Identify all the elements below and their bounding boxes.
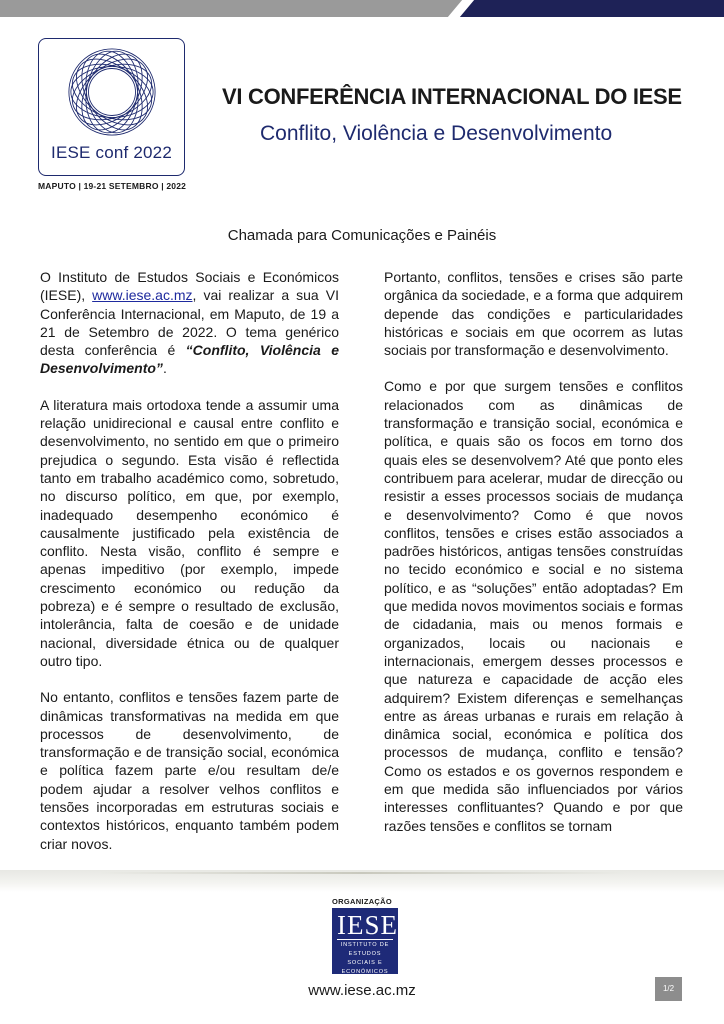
- body-column-right: [384, 268, 683, 853]
- conference-subtitle: Conflito, Violência e Desenvolvimento: [260, 122, 613, 145]
- conference-title: VI CONFERÊNCIA INTERNACIONAL DO IESE: [222, 84, 682, 109]
- paragraph-intro-text-a: O Instituto de Estudos Sociais e Económicos (IESE),: [40, 269, 339, 304]
- top-decorative-band-gray: [0, 0, 470, 17]
- iese-website-link[interactable]: www.iese.ac.mz: [92, 287, 193, 304]
- paragraph-literature: A literatura mais ortodoxa tende a assumir uma relação unidirecional e causal entre conflito e desenvolvimento, no sentido em que o primeiro prejudica o segundo. Esta visão é reflectida tanto em trabalho académico como, sobretudo, no discurso político, em que, por exemplo, inadequado desempenho económico é causalmente justificado pela existência de conflito. Nesta visão, conflito é sempre e apenas impeditivo (por exemplo, impede crescimento económico ou redução da pobreza) e é sempre o resultado de exclusão, intolerância, falta de coesão e de unidade nacional, diversidade étnica ou de qualquer outro tipo.: [40, 396, 339, 669]
- body-column-left: [40, 268, 339, 871]
- page-number-badge: 1/2: [655, 977, 682, 1001]
- call-for-papers-title: Chamada para Comunicações e Painéis: [227, 227, 497, 244]
- paragraph-questions: Como e por que surgem tensões e conflitos relacionados com as dinâmicas de transformação e transição social, económica e política, e quais são os focos em torno dos quais eles se desenvolvem? Até que ponto eles contribuem para acelerar, mudar de direcção ou resistir a esses processos sociais de mudança e desenvolvimento? Como é que novos conflitos, tensões e crises estão associados a padrões históricos, antigas tensões construídas no tecido económico e social e no sistema político, e as “soluções” então adoptadas? Em que medida novos movimentos sociais e formas de cidadania, mais ou menos formais e organizados, locais ou nacionais e internacionais, emergem desses processos e que natureza e capacidade de acção eles adquirem? Existem diferenças e semelhanças entre as áreas urbanas e rurais em relação à dinâmica social, económica e política dos processos de mudança, conflito e tensão? Como os estados e os governos respondem e em que medida são influenciados por vários interesses conflituantes? Quando e por que razões tensões e conflitos se tornam: [384, 378, 683, 834]
- paragraph-intro: [40, 268, 339, 378]
- iese-logo-line-1: INSTITUTO DE: [340, 942, 390, 948]
- paragraph-intro-text-b: , vai realizar a sua VI Conferência Internacional, em Maputo, de 19 a 21 de Setembro de 2022. O tema genérico desta conferência é: [40, 287, 339, 359]
- conference-ring-emblem-icon: [63, 45, 161, 139]
- top-decorative-band-navy: [454, 0, 724, 17]
- conference-logo-text: IESE conf 2022: [51, 143, 172, 162]
- conference-theme-emphasis: “Conflito, Violência e Desenvolvimento”: [40, 342, 339, 377]
- paragraph-therefore: Portanto, conflitos, tensões e crises são parte orgânica da sociedade, e a forma que adquirem depende das condições e particularidades históricas e sociais em que ocorrem as lutas sociais por transformação e desenvolvimento.: [384, 269, 683, 359]
- iese-logo-line-3: SOCIAIS E: [347, 960, 383, 966]
- paragraph-however: No entanto, conflitos e tensões fazem parte de dinâmicas transformativas na medida em que processos de desenvolvimento, de transformação e de transição social, económica e política fazem parte e/ou resultam de/e podem ajudar a resolver velhos conflitos e tensões incorporadas em estruturas sociais e contextos históricos, enquanto também podem criar novos.: [40, 689, 339, 852]
- conference-date-location: MAPUTO | 19-21 SETEMBRO | 2022: [38, 181, 187, 191]
- iese-logo: [332, 908, 398, 974]
- iese-logo-line-2: ESTUDOS: [348, 951, 382, 957]
- footer-decorative-line: [100, 872, 624, 874]
- footer-website-url[interactable]: www.iese.ac.mz: [308, 982, 416, 999]
- iese-logo-wordmark: IESE: [337, 910, 398, 940]
- iese-logo-line-4: ECONÓMICOS: [341, 969, 389, 975]
- organization-label: ORGANIZAÇÃO: [332, 897, 392, 906]
- paragraph-intro-text-c: .: [162, 360, 167, 377]
- conference-logo: [38, 38, 185, 176]
